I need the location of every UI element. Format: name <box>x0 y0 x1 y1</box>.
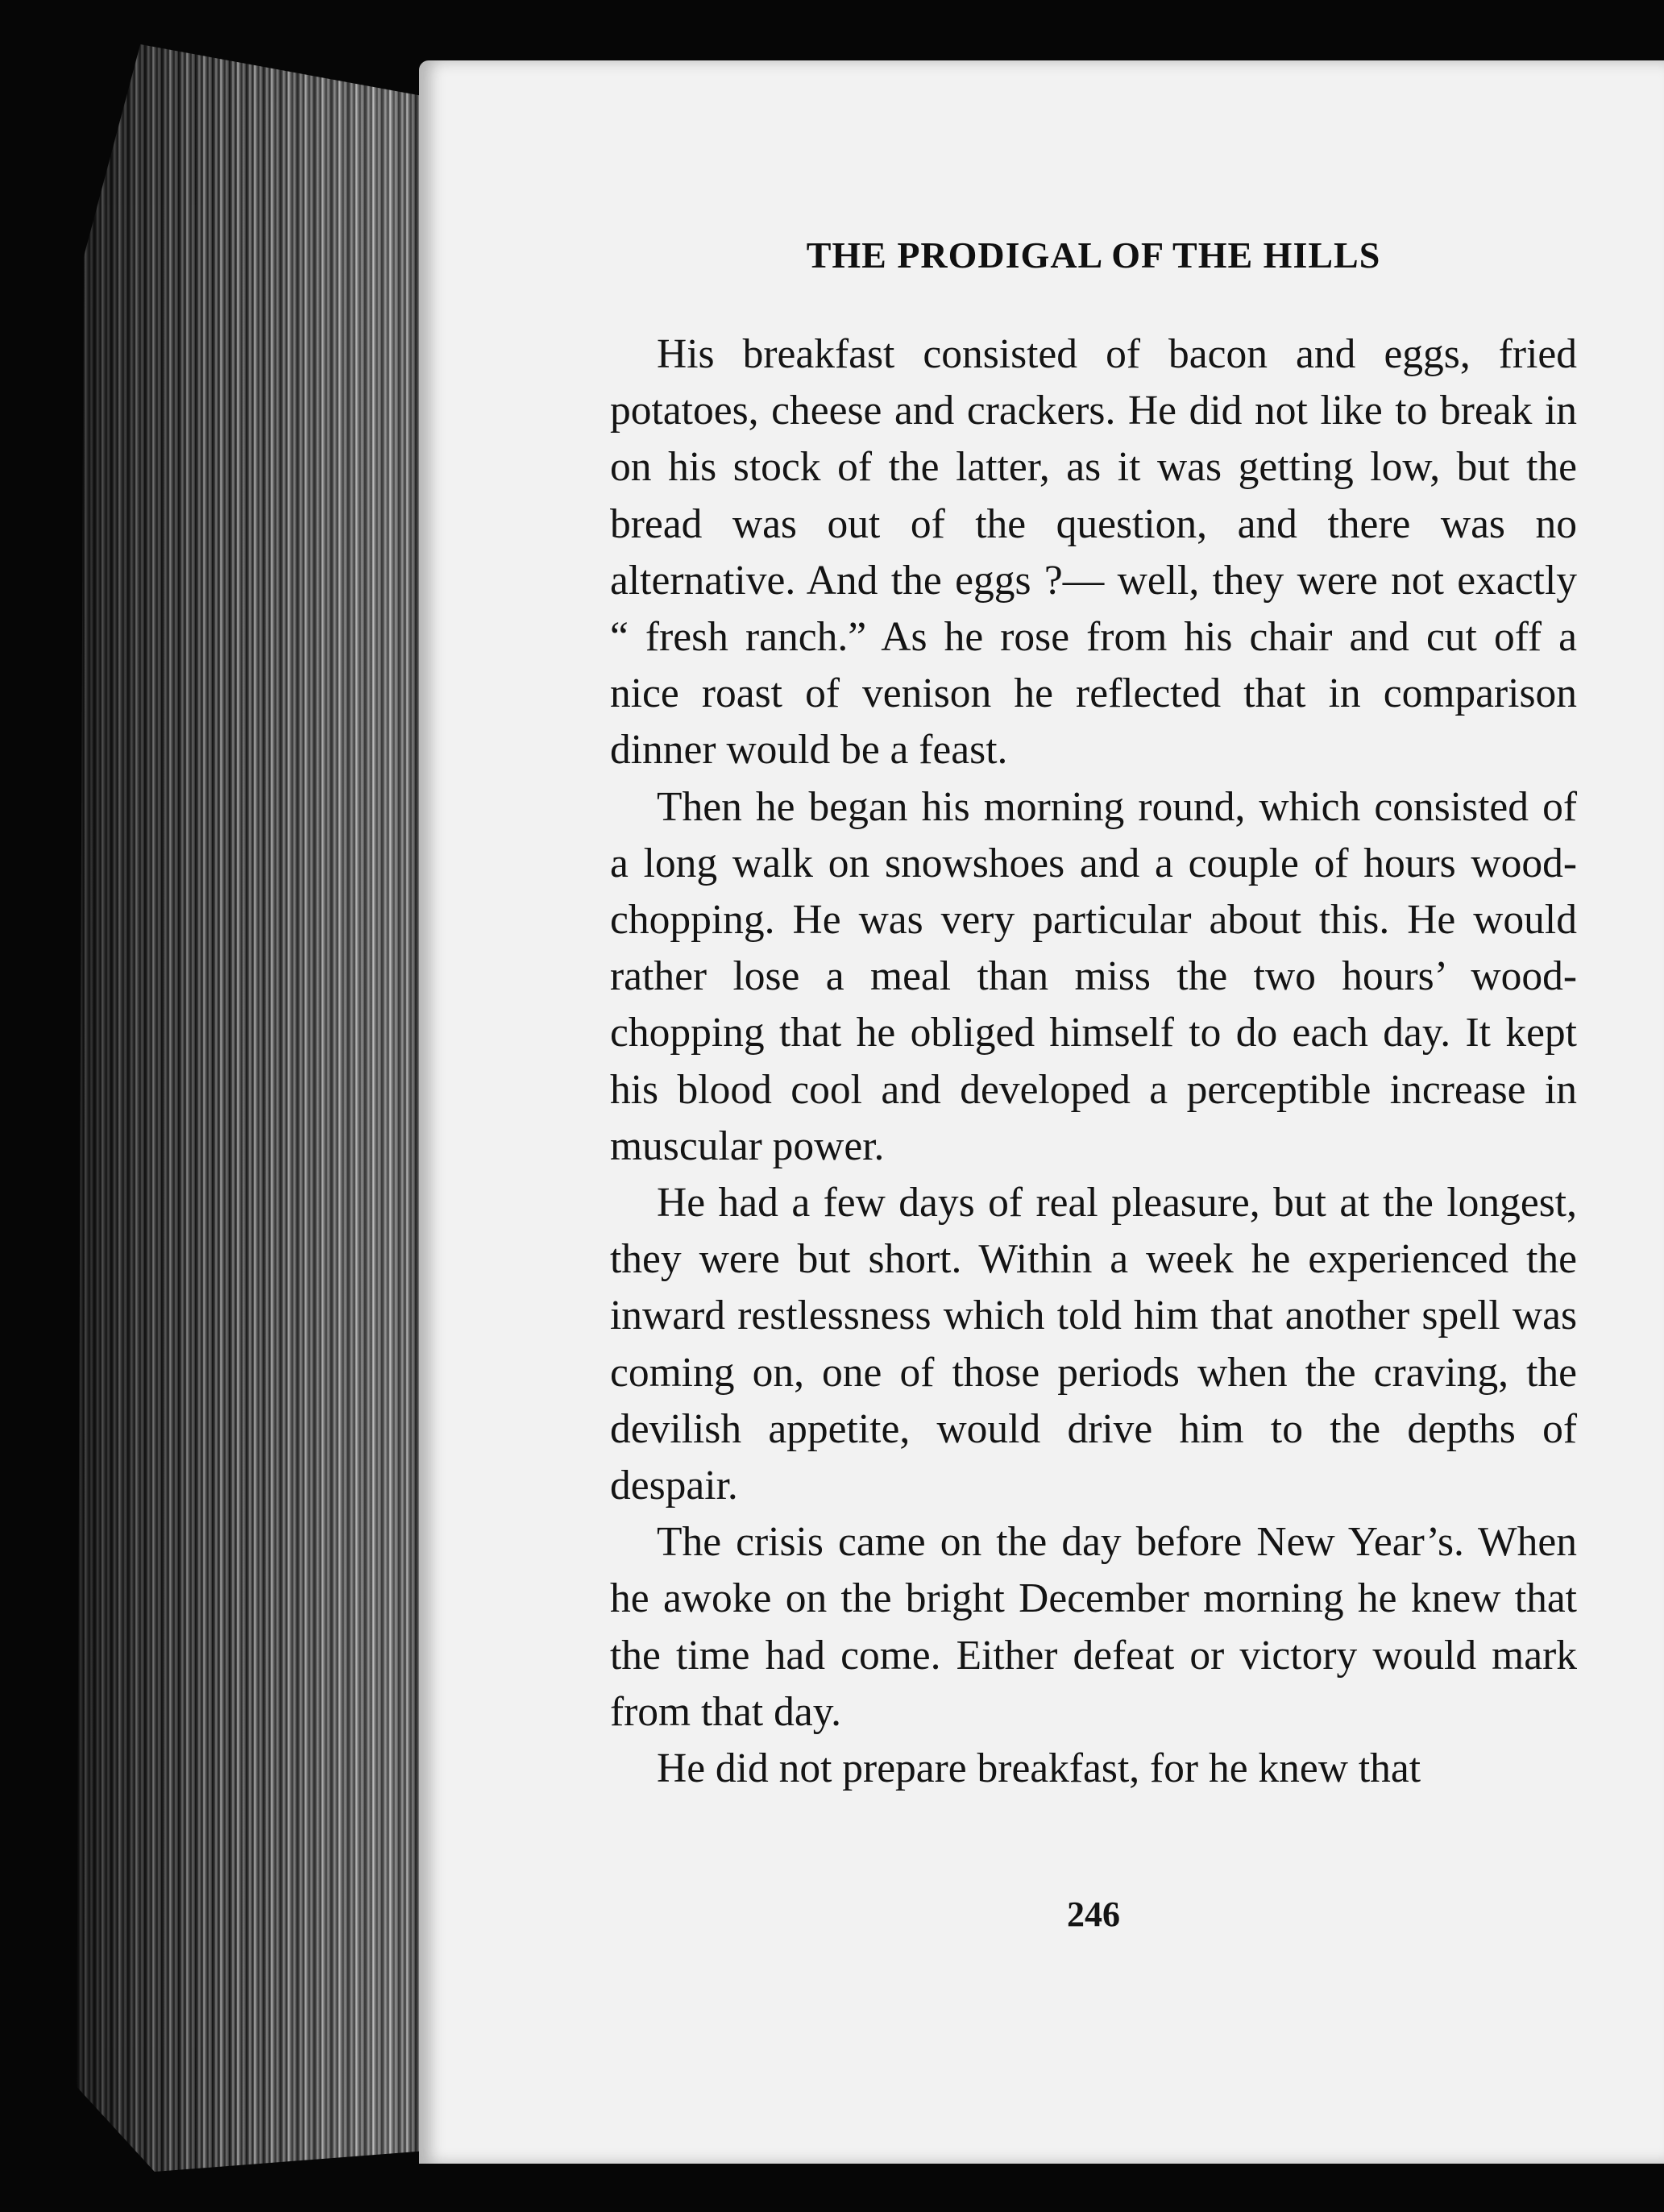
paragraph: Then he began his morning round, which consisted of a long walk on snowshoes and a couple of hours wood-chopping. He was very particular about this. He would rather lose a meal than miss the two hours’ wood-chopping that he obliged himself to do each day. It kept his blood cool and developed a perceptible increase in muscular power. <box>610 783 1577 1169</box>
paragraph: His breakfast consisted of bacon and eggs, fried potatoes, cheese and crackers. He did not like to break in on his stock of the latter, as it was getting low, but the bread was out of the question, and there was no alternative. And the eggs ?— well, they were not exactly “ fresh ranch.” As he rose from his chair and cut off a nice roast of venison he reflected that in comparison dinner would be a feast. <box>610 331 1577 774</box>
paragraph: He did not prepare breakfast, for he knew that <box>657 1745 1421 1792</box>
paragraph: He had a few days of real pleasure, but at the longest, they were but short. Within a week he experienced the inward restlessness which told him that another spell was coming on, one of those periods when the craving, the devilish appetite, would drive him to the depths of despair. <box>610 1180 1577 1509</box>
paragraph: The crisis came on the day before New Year’s. When he awoke on the bright December morning he knew that the time had come. Either defeat or victory would mark from that day. <box>610 1519 1577 1735</box>
running-head: THE PRODIGAL OF THE HILLS <box>806 234 1381 276</box>
body-text <box>610 326 1577 1797</box>
book-page-edges <box>77 44 431 2172</box>
page-number: 246 <box>1067 1895 1120 1934</box>
